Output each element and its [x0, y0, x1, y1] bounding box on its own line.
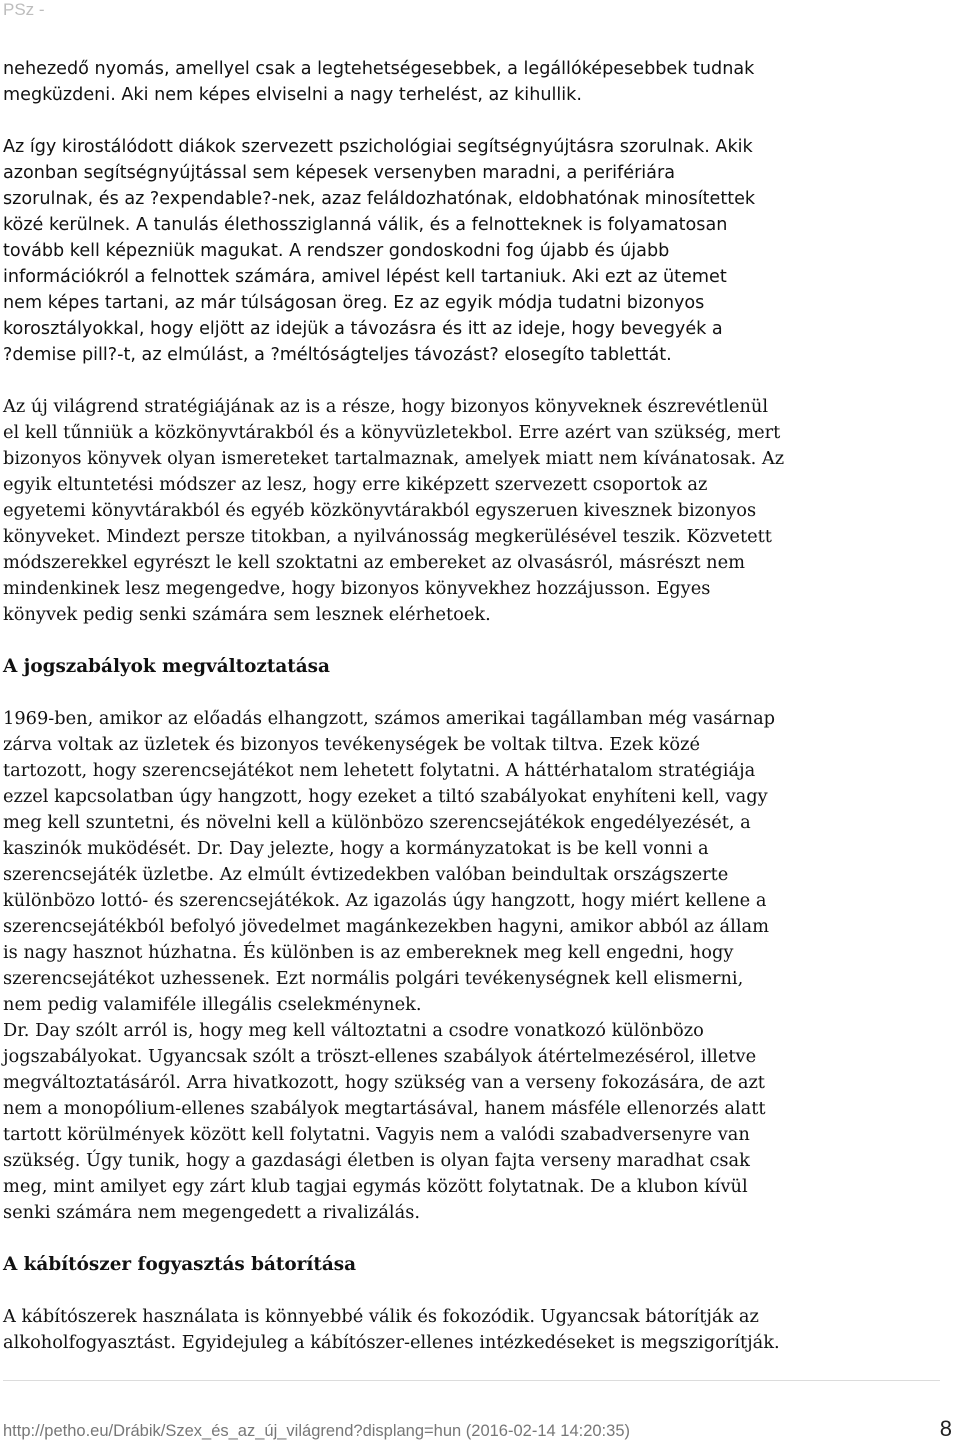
- text-line: tartozott, hogy szerencsejátékot nem lehetett folytatni. A háttérhatalom stratégiája: [3, 760, 756, 781]
- text-line: nehezedő nyomás, amellyel csak a legtehetségesebbek, a legállóképesebbek tudnak: [3, 59, 755, 79]
- text-line: nem a monopólium-ellenes szabályok megtartásával, hanem másféle ellenorzés alatt: [3, 1098, 766, 1119]
- text-line: megváltoztatásáról. Arra hivatkozott, hogy szükség van a verseny fokozására, de azt: [3, 1072, 765, 1093]
- text-line: alkoholfogyasztást. Egyidejuleg a kábítószer-ellenes intézkedéseket is megszigorítják.: [3, 1332, 780, 1353]
- text-line: módszerekkel egyrészt le kell szoktatni az embereket az olvasásról, másrészt nem: [3, 552, 745, 573]
- text-line: is nagy hasznot húzhatna. És különben is az embereknek meg kell engedni, hogy: [3, 942, 734, 963]
- text-line: tartott körülmények között kell folytatni. Vagyis nem a valódi szabadversenyre van: [3, 1124, 750, 1145]
- paragraph-books: [3, 394, 955, 628]
- text-line: nem pedig valamiféle illegális cselekménynek.: [3, 994, 422, 1015]
- paragraph-drugs: [3, 1304, 955, 1356]
- text-line: Dr. Day szólt arról is, hogy meg kell változtatni a csodre vonatkozó különbözo: [3, 1020, 704, 1041]
- text-line: információkról a felnottek számára, amivel lépést kell tartaniuk. Aki ezt az ütemet: [3, 267, 727, 287]
- text-line: közé kerülnek. A tanulás élethossziglanná válik, és a felnotteknek is folyamatosan: [3, 215, 728, 235]
- text-line: egyetemi könyvtárakból és egyéb közkönyvtárakból egyszeruen kivesznek bizonyos: [3, 500, 757, 521]
- text-line: könyveket. Mindezt persze titokban, a nyilvánosság megkerülésével teszik. Közvetett: [3, 526, 772, 547]
- text-line: különbözo lottó- és szerencsejátékok. Az igazolás úgy hangzott, hogy miért kellene a: [3, 890, 767, 911]
- page-number: 8: [939, 1416, 952, 1441]
- text-line: szorulnak, és az ?expendable?-nek, azaz feláldozhatónak, eldobhatónak minosítettek: [3, 189, 756, 209]
- document-body: [3, 56, 955, 1356]
- text-line: zárva voltak az üzletek és bizonyos tevékenységek be voltak tiltva. Ezek közé: [3, 734, 701, 755]
- text-line: korosztályokkal, hogy eljött az idejük a távozásra és itt az ideje, hogy bevegyék a: [3, 319, 723, 339]
- text-line: szükség. Úgy tunik, hogy a gazdasági életben is olyan fajta verseny maradhat csak: [3, 1150, 750, 1171]
- text-line: Az így kirostálódott diákok szervezett pszichológiai segítségnyújtásra szorulnak. Akik: [3, 137, 753, 157]
- text-line: megküzdeni. Aki nem képes elviselni a nagy terhelést, az kihullik.: [3, 85, 582, 105]
- paragraph-continuation: [3, 56, 955, 108]
- text-line: szerencsejátékot uzhessenek. Ezt normális polgári tevékenységnek kell elismerni,: [3, 968, 744, 989]
- text-line: 1969-ben, amikor az előadás elhangzott, számos amerikai tagállamban még vasárnap: [3, 708, 776, 729]
- footer-divider: [3, 1380, 940, 1381]
- page-header-title: PSz -: [3, 0, 45, 19]
- text-line: tovább kell képezniük magukat. A rendszer gondoskodni fog újabb és újabb: [3, 241, 670, 261]
- text-line: könyvek pedig senki számára sem lesznek elérhetoek.: [3, 604, 491, 625]
- text-line: nem képes tartani, az már túlságosan öreg. Ez az egyik módja tudatni bizonyos: [3, 293, 705, 313]
- text-line: Az új világrend stratégiájának az is a része, hogy bizonyos könyveknek észrevétlenül: [3, 396, 769, 417]
- paragraph-laws: [3, 706, 955, 1226]
- paragraph-students: [3, 134, 955, 368]
- text-line: ezzel kapcsolatban úgy hangzott, hogy ezeket a tiltó szabályokat enyhíteni kell, vagy: [3, 786, 768, 807]
- text-line: A kábítószerek használata is könnyebbé válik és fokozódik. Ugyancsak bátorítják az: [3, 1306, 759, 1327]
- section-heading-laws: A jogszabályok megváltoztatása: [3, 656, 330, 677]
- text-line: senki számára nem megengedett a rivalizálás.: [3, 1202, 420, 1223]
- footer-source-url: http://petho.eu/Drábik/Szex_és_az_új_világrend?displang=hun (2016-02-14 14:20:35): [3, 1422, 630, 1440]
- text-line: meg, mint amilyet egy zárt klub tagjai egymás között folytatnak. De a klubon kívül: [3, 1176, 748, 1197]
- section-heading-drugs: A kábítószer fogyasztás bátorítása: [3, 1254, 357, 1275]
- text-line: ?demise pill?-t, az elmúlást, a ?méltóságteljes távozást? elosegíto tablettát.: [3, 345, 672, 365]
- text-line: szerencsejátékból befolyó jövedelmet magánkezekben hagyni, amikor abból az állam: [3, 916, 769, 937]
- text-line: bizonyos könyvek olyan ismereteket tartalmaznak, amelyek miatt nem kívánatosak. Az: [3, 448, 785, 469]
- text-line: mindenkinek lesz megengedve, hogy bizonyos könyvekhez hozzájusson. Egyes: [3, 578, 711, 599]
- text-line: azonban segítségnyújtással sem képesek versenyben maradni, a perifériára: [3, 163, 675, 183]
- text-line: jogszabályokat. Ugyancsak szólt a tröszt-ellenes szabályok átértelmezésérol, illetve: [3, 1046, 757, 1067]
- text-line: el kell tűnniük a közkönyvtárakból és a könyvüzletekbol. Erre azért van szükség, mert: [3, 422, 781, 443]
- text-line: egyik eltuntetési módszer az lesz, hogy erre kiképzett szervezett csoportok az: [3, 474, 708, 495]
- text-line: szerencsejáték üzletbe. Az elmúlt évtizedekben valóban beindultak országszerte: [3, 864, 729, 885]
- text-line: kaszinók muködését. Dr. Day jelezte, hogy a kormányzatokat is be kell vonni a: [3, 838, 709, 859]
- text-line: meg kell szuntetni, és növelni kell a különbözo szerencsejátékok engedélyezését, a: [3, 812, 751, 833]
